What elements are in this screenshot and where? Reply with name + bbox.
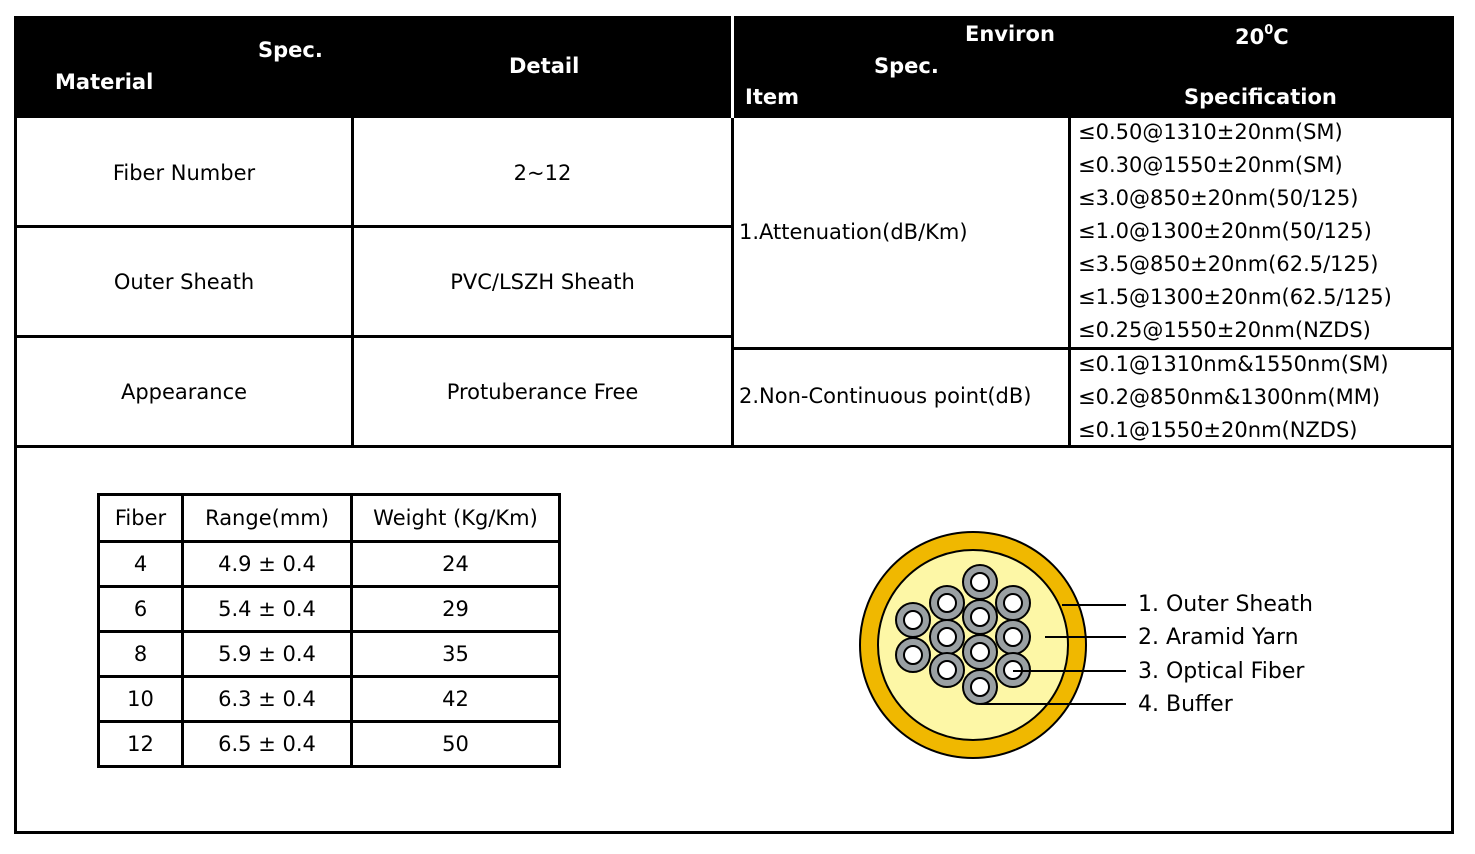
table-row <box>99 632 560 677</box>
table-cell: 8 <box>99 632 183 677</box>
header-item: Item <box>745 85 799 109</box>
legend-buffer: 4. Buffer <box>1138 692 1233 717</box>
leader-line <box>1045 636 1126 638</box>
header-material: Material <box>55 70 154 94</box>
item-name: 2.Non-Continuous point(dB) <box>739 384 1032 408</box>
cable-cross-section-diagram <box>855 525 1095 765</box>
header-detail: Detail <box>509 54 580 78</box>
material-name: Fiber Number <box>112 160 256 185</box>
table-row <box>99 722 560 767</box>
table-row <box>99 587 560 632</box>
column-header: Range(mm) <box>183 495 352 542</box>
leader-line <box>981 703 1126 705</box>
table-header-row <box>99 495 560 542</box>
spec-value: ≤3.0@850±20nm(50/125) <box>1078 186 1359 210</box>
optical-fiber <box>904 646 922 664</box>
divider <box>731 118 734 446</box>
table-cell: 42 <box>352 677 560 722</box>
optical-fiber <box>971 573 989 591</box>
table-cell: 12 <box>99 722 183 767</box>
table-row <box>99 677 560 722</box>
table-row <box>99 542 560 587</box>
column-header: Fiber <box>99 495 183 542</box>
table-cell: 6.3 ± 0.4 <box>183 677 352 722</box>
optical-fiber <box>904 611 922 629</box>
table-cell: 50 <box>352 722 560 767</box>
table-cell: 29 <box>352 587 560 632</box>
table-cell: 5.4 ± 0.4 <box>183 587 352 632</box>
optical-fiber <box>1004 594 1022 612</box>
optical-fiber <box>971 678 989 696</box>
optical-fiber <box>971 643 989 661</box>
header-specification: Specification <box>1184 85 1337 109</box>
size-table <box>97 493 561 768</box>
table-cell: 24 <box>352 542 560 587</box>
leader-line <box>1013 670 1126 672</box>
spec-value: ≤0.25@1550±20nm(NZDS) <box>1078 318 1371 342</box>
optical-fiber <box>1004 628 1022 646</box>
material-detail: Protuberance Free <box>446 379 639 404</box>
divider <box>733 347 1452 350</box>
spec-value: ≤0.1@1310nm&1550nm(SM) <box>1078 352 1389 376</box>
table-cell: 6.5 ± 0.4 <box>183 722 352 767</box>
table-cell: 10 <box>99 677 183 722</box>
legend-aramid-yarn: 2. Aramid Yarn <box>1138 625 1299 650</box>
spec-value: ≤1.0@1300±20nm(50/125) <box>1078 219 1372 243</box>
material-detail: 2~12 <box>513 160 572 185</box>
header-environ: Environ <box>965 22 1055 46</box>
item-name: 1.Attenuation(dB/Km) <box>739 220 968 244</box>
header-spec-left: Spec. <box>258 38 323 62</box>
spec-value: ≤0.2@850nm&1300nm(MM) <box>1078 385 1381 409</box>
spec-value: ≤1.5@1300±20nm(62.5/125) <box>1078 285 1392 309</box>
table-cell: 5.9 ± 0.4 <box>183 632 352 677</box>
column-header: Weight (Kg/Km) <box>352 495 560 542</box>
material-detail: PVC/LSZH Sheath <box>450 269 635 294</box>
table-cell: 35 <box>352 632 560 677</box>
spec-value: ≤0.50@1310±20nm(SM) <box>1078 120 1343 144</box>
header-spec-mid: Spec. <box>874 54 939 78</box>
divider <box>1068 118 1071 446</box>
table-cell: 4.9 ± 0.4 <box>183 542 352 587</box>
table-cell: 4 <box>99 542 183 587</box>
divider <box>14 445 1454 448</box>
header-temperature: $20^0C$ <box>1235 23 1289 49</box>
material-name: Appearance <box>120 379 248 404</box>
optical-fiber <box>971 608 989 626</box>
material-name: Outer Sheath <box>113 269 255 294</box>
table-cell: 6 <box>99 587 183 632</box>
spec-value: ≤0.30@1550±20nm(SM) <box>1078 153 1343 177</box>
optical-fiber <box>938 661 956 679</box>
legend-outer-sheath: 1. Outer Sheath <box>1138 592 1313 617</box>
spec-value: ≤3.5@850±20nm(62.5/125) <box>1078 252 1379 276</box>
optical-fiber <box>938 594 956 612</box>
legend-optical-fiber: 3. Optical Fiber <box>1138 659 1305 684</box>
spec-value: ≤0.1@1550±20nm(NZDS) <box>1078 418 1358 442</box>
leader-line <box>1062 604 1126 606</box>
optical-fiber <box>938 628 956 646</box>
